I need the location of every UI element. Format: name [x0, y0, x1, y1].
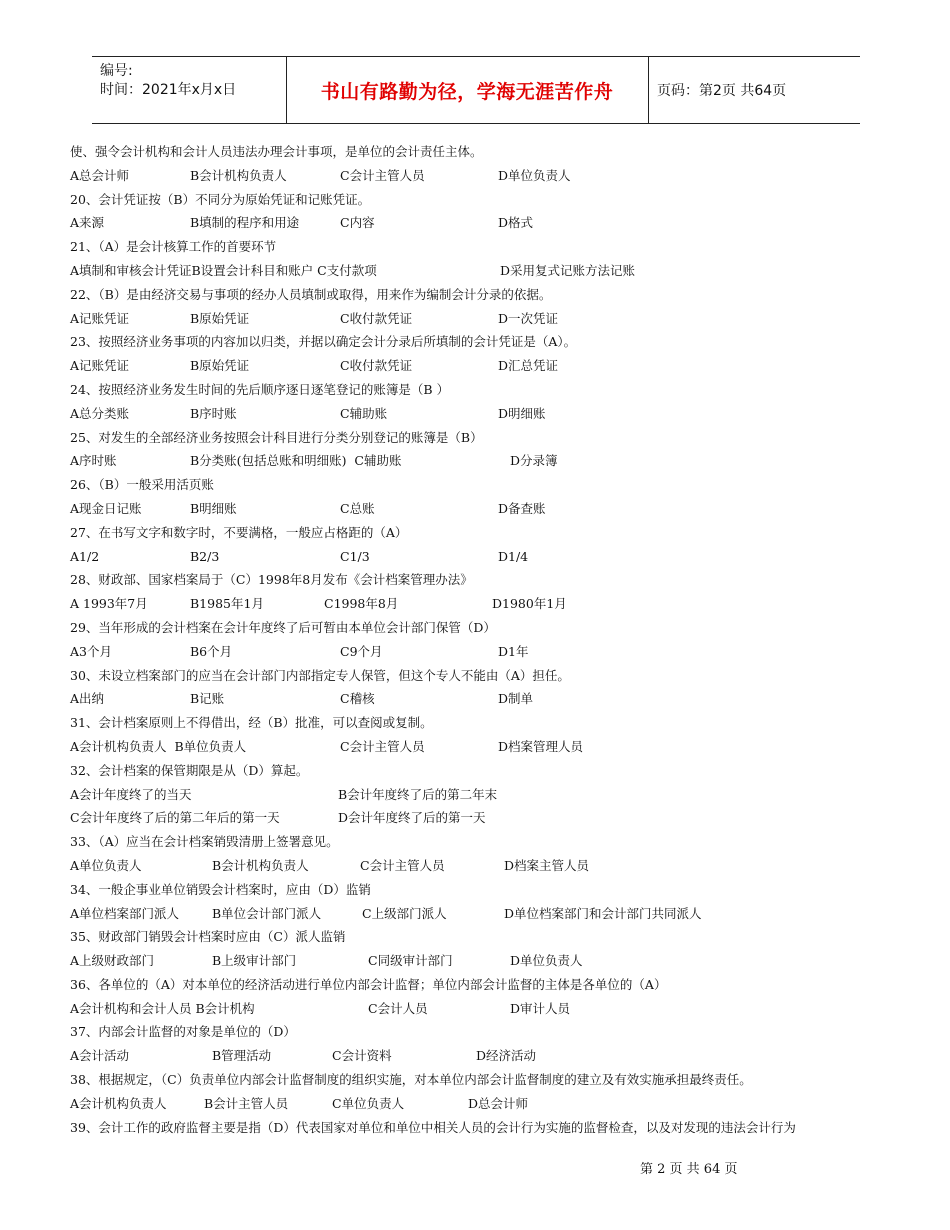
option-text: D档案管理人员 — [498, 738, 584, 754]
option-text: A记账凭证 — [70, 358, 130, 374]
text-line — [70, 1068, 900, 1092]
option-text: B会计机构负责人 — [212, 857, 309, 873]
line-text: 24、按照经济业务发生时间的先后顺序逐日逐笔登记的账簿是（B ） — [70, 381, 450, 397]
option-text: A会计机构负责人 — [70, 1095, 167, 1111]
option-text: B上级审计部门 — [212, 953, 297, 969]
option-text: D制单 — [498, 691, 534, 707]
text-line — [70, 426, 900, 450]
options-line — [70, 783, 900, 807]
line-text: 36、各单位的（A）对本单位的经济活动进行单位内部会计监督；单位内部会计监督的主体是各单位的（A） — [70, 976, 667, 992]
options-line — [70, 449, 900, 473]
text-line — [70, 283, 900, 307]
options-line — [70, 307, 900, 331]
option-text: B会计主管人员 — [204, 1095, 289, 1111]
option-text: A单位负责人 — [70, 857, 142, 873]
option-text: C会计人员 — [368, 1000, 428, 1016]
line-text: 22、（B）是由经济交易与事项的经办人员填制或取得，用来作为编制会计分录的依据。 — [70, 286, 552, 302]
option-text: D单位负责人 — [510, 953, 583, 969]
line-text: 32、会计档案的保管期限是从（D）算起。 — [70, 762, 309, 778]
options-line — [70, 211, 900, 235]
option-text: A会计机构负责人 B单位负责人 — [70, 738, 247, 754]
option-text: A1/2 — [70, 548, 100, 564]
option-text: B管理活动 — [212, 1048, 272, 1064]
text-line — [70, 473, 900, 497]
line-text: 38、根据规定，（C）负责单位内部会计监督制度的组织实施，对本单位内部会计监督制度的建立及有效实施承担最终责任。 — [70, 1072, 752, 1088]
text-line — [70, 330, 900, 354]
option-text: C辅助账 — [340, 405, 388, 421]
options-line — [70, 354, 900, 378]
text-line — [70, 521, 900, 545]
text-line — [70, 568, 900, 592]
option-text: C同级审计部门 — [368, 953, 453, 969]
option-text: C稽核 — [340, 691, 375, 707]
option-text: A会计活动 — [70, 1048, 130, 1064]
line-text: 27、在书写文字和数字时，不要满格，一般应占格距的（A） — [70, 524, 408, 540]
option-text: D分录簿 — [510, 453, 558, 469]
option-text: D总会计师 — [468, 1095, 529, 1111]
text-line — [70, 759, 900, 783]
text-line — [70, 973, 900, 997]
line-text: 39、会计工作的政府监督主要是指（D）代表国家对单位和单位中相关人员的会计行为实施的监督检查，以及对发现的违法会计行为 — [70, 1119, 796, 1135]
option-text: D采用复式记账方法记账 — [500, 262, 636, 278]
options-line — [70, 1092, 900, 1116]
option-text: D格式 — [498, 215, 534, 231]
text-line — [70, 878, 900, 902]
option-text: D单位档案部门和会计部门共同派人 — [504, 905, 702, 921]
option-text: D汇总凭证 — [498, 358, 559, 374]
option-text: D单位负责人 — [498, 167, 571, 183]
option-text: C会计资料 — [332, 1048, 392, 1064]
option-text: C单位负责人 — [332, 1095, 405, 1111]
options-line — [70, 735, 900, 759]
option-text: C会计主管人员 — [340, 167, 425, 183]
option-text: A3个月 — [70, 643, 112, 659]
line-text: 21、（A）是会计核算工作的首要环节 — [70, 239, 277, 255]
options-line — [70, 687, 900, 711]
option-text: B会计年度终了后的第二年末 — [338, 786, 498, 802]
line-text: 35、财政部门销毁会计档案时应由（C）派人监销 — [70, 929, 346, 945]
line-text: 37、内部会计监督的对象是单位的（D） — [70, 1024, 296, 1040]
option-text: C总账 — [340, 500, 375, 516]
document-body — [70, 140, 900, 1139]
header-info-cell — [92, 57, 287, 123]
option-text: D经济活动 — [476, 1048, 537, 1064]
option-text: B2/3 — [190, 548, 220, 564]
option-text: D1年 — [498, 643, 529, 659]
options-line — [70, 259, 900, 283]
option-text: D明细账 — [498, 405, 546, 421]
text-line — [70, 711, 900, 735]
option-text: B单位会计部门派人 — [212, 905, 322, 921]
page-header — [92, 56, 860, 124]
option-text: D1980年1月 — [492, 596, 567, 612]
option-text: D一次凭证 — [498, 310, 559, 326]
option-text: B填制的程序和用途 — [190, 215, 300, 231]
options-line — [70, 402, 900, 426]
option-text: D审计人员 — [510, 1000, 571, 1016]
option-text: C收付款凭证 — [340, 310, 413, 326]
option-text: A单位档案部门派人 — [70, 905, 180, 921]
option-text: A填制和审核会计凭证B设置会计科目和账户 C支付款项 — [70, 262, 377, 278]
option-text: A 1993年7月 — [70, 596, 148, 612]
line-text: 34、一般企事业单位销毁会计档案时，应由（D）监销 — [70, 881, 371, 897]
option-text: B6个月 — [190, 643, 233, 659]
options-line — [70, 949, 900, 973]
options-line — [70, 806, 900, 830]
header-page-cell — [648, 57, 860, 123]
option-text: C会计主管人员 — [340, 738, 425, 754]
option-text: C内容 — [340, 215, 375, 231]
text-line — [70, 188, 900, 212]
options-line — [70, 164, 900, 188]
option-text: A总分类账 — [70, 405, 130, 421]
text-line — [70, 925, 900, 949]
line-text: 30、未设立档案部门的应当在会计部门内部指定专人保管，但这个专人不能由（A）担任。 — [70, 667, 570, 683]
line-text: 29、当年形成的会计档案在会计年度终了后可暂由本单位会计部门保管（D） — [70, 619, 496, 635]
text-line — [70, 1020, 900, 1044]
line-text: 使、强令会计机构和会计人员违法办理会计事项，是单位的会计责任主体。 — [70, 144, 483, 159]
options-line — [70, 545, 900, 569]
option-text: B序时账 — [190, 405, 237, 421]
options-line — [70, 997, 900, 1021]
text-line — [70, 378, 900, 402]
time-label: 时间：2021年x月x日 — [100, 82, 237, 98]
options-line — [70, 1044, 900, 1068]
line-text: 23、按照经济业务事项的内容加以归类，并据以确定会计分录后所填制的会计凭证是（A）。 — [70, 334, 577, 350]
option-text: B分类账(包括总账和明细账) C辅助账 — [190, 453, 402, 469]
text-line — [70, 830, 900, 854]
option-text: A现金日记账 — [70, 500, 142, 516]
line-text: 31、会计档案原则上不得借出，经（B）批准，可以查阅或复制。 — [70, 715, 433, 731]
option-text: D会计年度终了后的第一天 — [338, 810, 486, 826]
option-text: B原始凭证 — [190, 310, 250, 326]
number-label: 编号: — [100, 63, 133, 79]
text-line — [70, 664, 900, 688]
text-line — [70, 616, 900, 640]
text-line — [70, 235, 900, 259]
option-text: C9个月 — [340, 643, 383, 659]
option-text: C收付款凭证 — [340, 358, 413, 374]
option-text: A记账凭证 — [70, 310, 130, 326]
option-text: B明细账 — [190, 500, 237, 516]
option-text: A出纳 — [70, 691, 105, 707]
option-text: C会计主管人员 — [360, 857, 445, 873]
motto: 书山有路勤为径，学海无涯苦作舟 — [320, 81, 614, 103]
option-text: A会计年度终了的当天 — [70, 786, 192, 802]
line-text: 26、（B）一般采用活页账 — [70, 477, 214, 493]
line-text: 25、对发生的全部经济业务按照会计科目进行分类分别登记的账簿是（B） — [70, 429, 483, 445]
option-text: B原始凭证 — [190, 358, 250, 374]
line-text: 28、财政部、国家档案局于（C）1998年8月发布《会计档案管理办法》 — [70, 572, 473, 588]
option-text: C1998年8月 — [324, 596, 399, 612]
line-text: 20、会计凭证按（B）不同分为原始凭证和记账凭证。 — [70, 191, 371, 207]
options-line — [70, 640, 900, 664]
options-line — [70, 497, 900, 521]
options-line — [70, 854, 900, 878]
page-info: 页码：第2页 共64页 — [657, 83, 787, 99]
option-text: C会计年度终了后的第二年后的第一天 — [70, 810, 280, 826]
option-text: D备查账 — [498, 500, 546, 516]
option-text: A会计机构和会计人员 B会计机构 — [70, 1000, 255, 1016]
option-text: A上级财政部门 — [70, 953, 155, 969]
option-text: B1985年1月 — [190, 596, 264, 612]
text-line — [70, 1116, 900, 1140]
option-text: B会计机构负责人 — [190, 167, 287, 183]
header-motto-cell — [286, 57, 649, 123]
option-text: C上级部门派人 — [362, 905, 447, 921]
option-text: B记账 — [190, 691, 225, 707]
line-text: 33、（A）应当在会计档案销毁清册上签署意见。 — [70, 834, 339, 850]
page-footer: 第 2 页 共 64 页 — [640, 1162, 738, 1177]
option-text: D1/4 — [498, 548, 529, 564]
text-line — [70, 140, 900, 164]
option-text: C1/3 — [340, 548, 370, 564]
option-text: D档案主管人员 — [504, 857, 590, 873]
option-text: A来源 — [70, 215, 105, 231]
option-text: A总会计师 — [70, 167, 130, 183]
option-text: A序时账 — [70, 453, 117, 469]
options-line — [70, 592, 900, 616]
options-line — [70, 902, 900, 926]
